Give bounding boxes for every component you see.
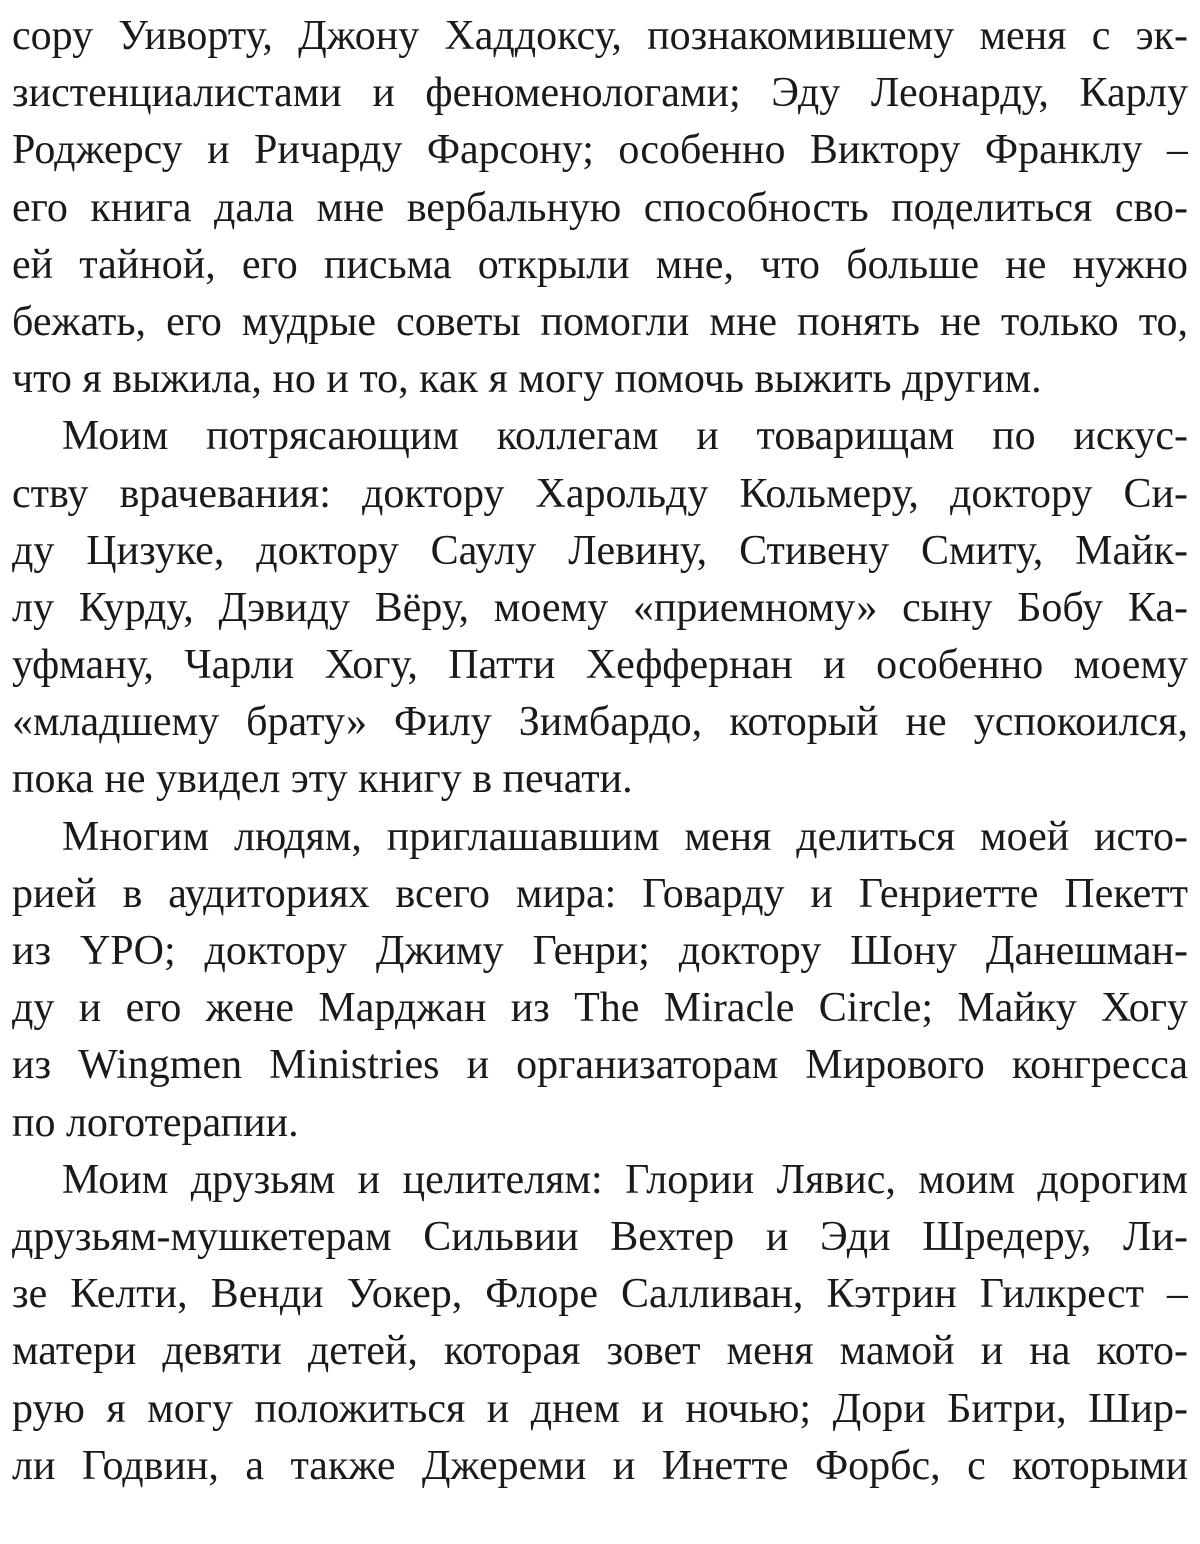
text-line: зистенциалистами и феноменологами; Эду Леонарду, Карлу (12, 70, 1188, 117)
text-line: ей тайной, его письма открыли мне, что больше не нужно (12, 241, 1188, 288)
text-line: его книга дала мне вербальную способность поделиться сво- (12, 184, 1188, 231)
text-line: матери девяти детей, которая зовет меня мамой и на кото- (12, 1328, 1188, 1375)
text-line: друзьям-мушкетерам Сильвии Вехтер и Эди Шредеру, Ли- (12, 1213, 1188, 1260)
paragraph (12, 8, 1188, 408)
text-line: лу Курду, Дэвиду Вёру, моему «приемному» сыну Бобу Ка- (12, 584, 1188, 631)
text-line: ду и его жене Марджан из The Miracle Circle; Майку Хогу (12, 985, 1188, 1032)
text-line: сору Уиворту, Джону Хаддоксу, познакомившему меня с эк- (12, 13, 1188, 59)
text-line: уфману, Чарли Хогу, Патти Хеффернан и особенно моему (12, 642, 1188, 689)
text-line: что я выжила, но и то, как я могу помочь выжить другим. (12, 356, 1042, 403)
text-line: по логотерапии. (12, 1099, 299, 1146)
text-line: рией в аудиториях всего мира: Говарду и Генриетте Пекетт (12, 870, 1188, 917)
paragraph (12, 408, 1188, 808)
text-line: «младшему брату» Филу Зимбардо, который не успокоился, (12, 699, 1188, 746)
text-line: ду Цизуке, доктору Саулу Левину, Стивену Смиту, Майк- (12, 527, 1188, 574)
text-line: ли Годвин, а также Джереми и Инетте Форбс, с которыми (12, 1442, 1188, 1489)
text-line: из YPO; доктору Джиму Генри; доктору Шону Данешман- (12, 928, 1188, 974)
text-line: рую я могу положиться и днем и ночью; Дори Битри, Шир- (12, 1385, 1188, 1432)
text-line: пока не увидел эту книгу в печати. (12, 756, 633, 803)
paragraph (12, 809, 1188, 1152)
text-line: из Wingmen Ministries и организаторам Мирового конгресса (12, 1042, 1188, 1089)
text-line: зе Келти, Венди Уокер, Флоре Салливан, Кэтрин Гилкрест – (12, 1271, 1188, 1318)
text-line: Моим друзьям и целителям: Глории Лявис, моим дорогим (62, 1156, 1188, 1203)
text-line: бежать, его мудрые советы помогли мне понять не только то, (12, 298, 1188, 345)
text-line: ству врачевания: доктору Харольду Кольмеру, доктору Си- (12, 470, 1188, 517)
paragraph (12, 1152, 1188, 1495)
text-line: Роджерсу и Ричарду Фарсону; особенно Виктору Франклу – (12, 127, 1188, 174)
text-line: Моим потрясающим коллегам и товарищам по искус- (62, 413, 1188, 460)
book-page (12, 8, 1188, 1495)
text-line: Многим людям, приглашавшим меня делиться моей исто- (62, 813, 1188, 860)
